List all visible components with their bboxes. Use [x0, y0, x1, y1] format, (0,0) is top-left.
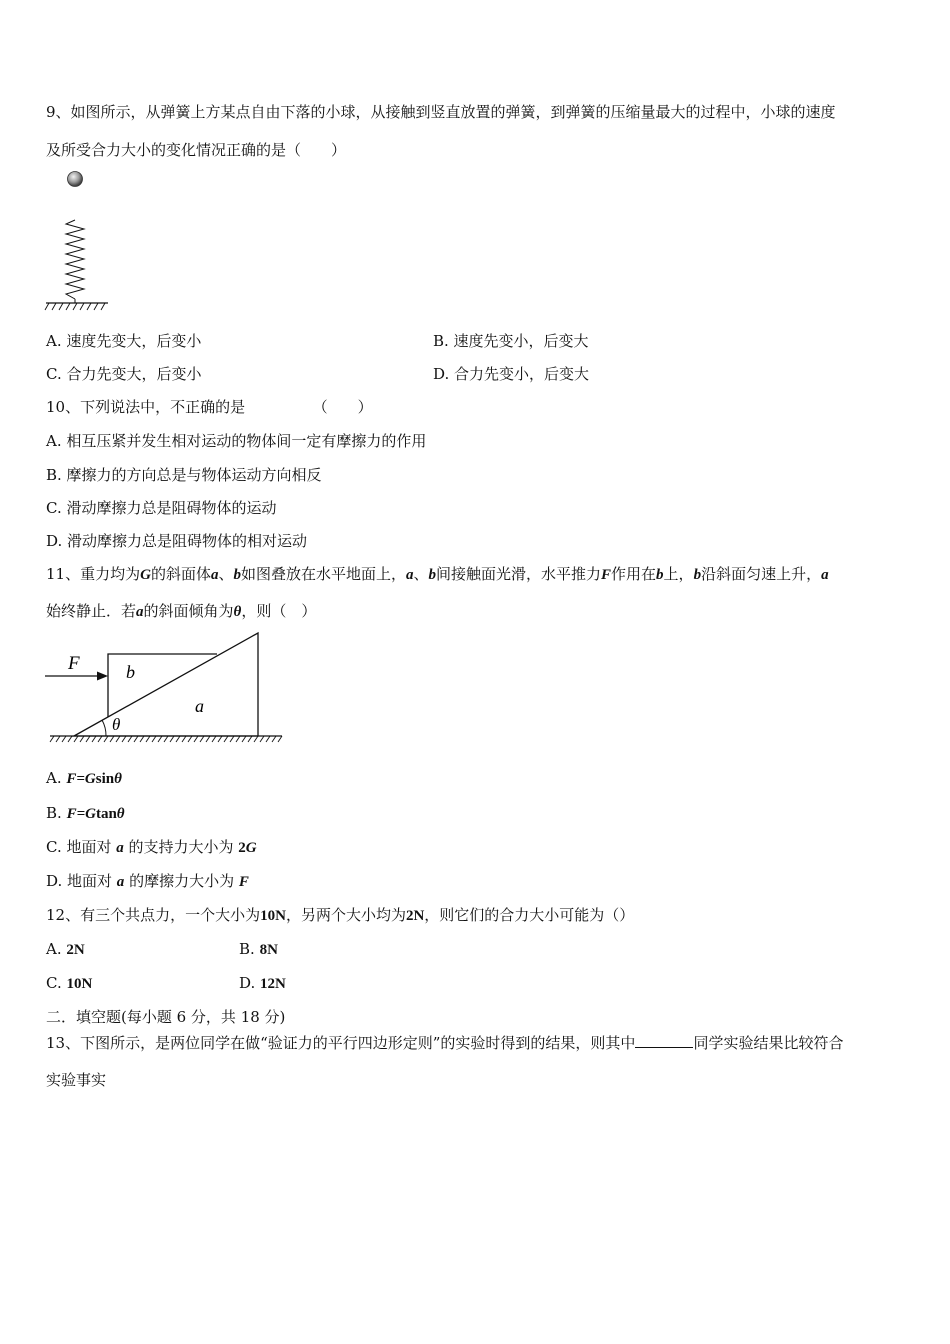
option-prefix: B.	[46, 804, 67, 822]
q11-var-g: G	[140, 567, 151, 583]
option-prefix: B.	[239, 940, 260, 958]
formula-func: sin	[95, 771, 115, 787]
formula-func: tan	[95, 806, 117, 822]
q11-sep: 、	[413, 565, 429, 583]
section-title: 二．填空题(每小题 6 分，共 18 分)	[46, 1008, 286, 1026]
angle-arc	[102, 720, 106, 736]
formula-var: F	[238, 874, 249, 890]
formula-var: a	[116, 874, 125, 890]
q12-text: ，则它们的合力大小可能为（）	[424, 906, 635, 924]
q10-stem: 10、下列说法中，不正确的是 （ ）	[46, 398, 373, 416]
option-prefix: C.	[46, 974, 67, 992]
option-value: 10N	[66, 976, 93, 992]
option-value: 2N	[66, 942, 85, 958]
q9-stem-line1: 9、如图所示，从弹簧上方某点自由下落的小球，从接触到竖直放置的弹簧，到弹簧的压缩量最大的过程中，小球的速度	[46, 103, 836, 121]
formula-var: θ	[114, 771, 122, 787]
formula: F=G	[66, 771, 96, 787]
q11-stem-line1	[46, 564, 829, 585]
q11-stem-line2	[46, 601, 316, 622]
q11-option-c	[46, 837, 257, 858]
spring-icon	[66, 220, 84, 299]
q11-text: 间接触面光滑，水平推力	[436, 565, 602, 583]
q13-text: 同学实验结果比较符合	[693, 1034, 844, 1052]
formula-value: 2	[238, 840, 246, 856]
q11-var-theta: θ	[233, 604, 242, 620]
q12-option-c	[46, 973, 92, 994]
q11-var-a: a	[821, 567, 829, 583]
q11-var-b: b	[233, 567, 241, 583]
q11-text: 沿斜面匀速上升，	[701, 565, 822, 583]
q11-text: 11、重力均为	[46, 565, 141, 583]
label-b: b	[126, 662, 135, 682]
option-prefix: D. 地面对	[46, 872, 117, 890]
q11-text: 的斜面体	[150, 565, 211, 583]
q11-var-b: b	[428, 567, 436, 583]
q11-text: 作用在	[611, 565, 657, 583]
q11-text: 如图叠放在水平地面上，	[240, 565, 406, 583]
q11-var-b: b	[656, 567, 664, 583]
q12-text: ，另两个大小均为	[285, 906, 406, 924]
q10-option-c: C. 滑动摩擦力总是阻碍物体的运动	[46, 499, 277, 517]
q11-var-f: F	[601, 567, 612, 583]
q12-value: 10N	[260, 908, 286, 924]
q11-text: 的斜面倾角为	[143, 602, 234, 620]
q12-option-b	[239, 939, 278, 960]
option-text: 的摩擦力大小为	[124, 872, 239, 890]
q9-option-d: D. 合力先变小，后变大	[433, 365, 590, 383]
q12-stem	[46, 905, 634, 926]
q11-var-b: b	[693, 567, 702, 583]
q11-option-d	[46, 871, 249, 892]
q12-value: 2N	[405, 908, 425, 924]
q11-text: 始终静止．若	[46, 602, 137, 620]
q9-stem-line2: 及所受合力大小的变化情况正确的是（ ）	[46, 141, 347, 159]
label-f: F	[68, 653, 80, 674]
wedge-a	[74, 633, 258, 736]
q12-option-d	[239, 973, 286, 994]
option-prefix: C. 地面对	[46, 838, 117, 856]
q13-stem-line2: 实验事实	[46, 1071, 107, 1089]
q11-text: ，则（ ）	[241, 602, 317, 620]
incline-blocks-figure	[40, 630, 290, 750]
ground-hatch	[50, 736, 282, 742]
formula-var: G	[245, 840, 257, 856]
option-text: 的支持力大小为	[123, 838, 239, 856]
q11-var-a: a	[210, 567, 219, 583]
option-value: 12N	[260, 976, 286, 992]
q12-text: 12、有三个共点力，一个大小为	[46, 906, 261, 924]
q11-var-a: a	[405, 567, 414, 583]
option-prefix: A.	[46, 769, 67, 787]
q10-option-d: D. 滑动摩擦力总是阻碍物体的相对运动	[46, 532, 308, 550]
option-value: 8N	[259, 942, 278, 958]
q9-option-c: C. 合力先变大，后变小	[46, 365, 202, 383]
option-prefix: A.	[46, 940, 67, 958]
arrowhead-icon	[97, 672, 108, 681]
option-prefix: D.	[239, 974, 261, 992]
spring-ball-figure	[40, 168, 120, 314]
q9-option-a: A. 速度先变大，后变小	[46, 332, 202, 350]
q12-option-a	[46, 939, 85, 960]
q10-option-a: A. 相互压紧并发生相对运动的物体间一定有摩擦力的作用	[46, 432, 427, 450]
q13-stem-line1	[46, 1033, 843, 1053]
formula-var: a	[116, 840, 124, 856]
label-theta: θ	[112, 715, 121, 734]
formula-var: θ	[116, 806, 125, 822]
label-a: a	[195, 696, 204, 716]
q11-sep: 、	[218, 565, 234, 583]
q11-var-a: a	[136, 604, 144, 620]
q9-option-b: B. 速度先变小，后变大	[433, 332, 589, 350]
q11-text: 上，	[663, 565, 694, 583]
q10-option-b: B. 摩擦力的方向总是与物体运动方向相反	[46, 466, 322, 484]
answer-blank[interactable]	[635, 1033, 693, 1048]
q11-option-b	[46, 803, 125, 824]
q13-text: 13、下图所示，是两位同学在做“验证力的平行四边形定则”的实验时得到的结果，则其中	[46, 1034, 636, 1052]
q11-option-a	[46, 768, 122, 789]
ball-icon	[68, 172, 83, 187]
formula: F=G	[66, 806, 96, 822]
